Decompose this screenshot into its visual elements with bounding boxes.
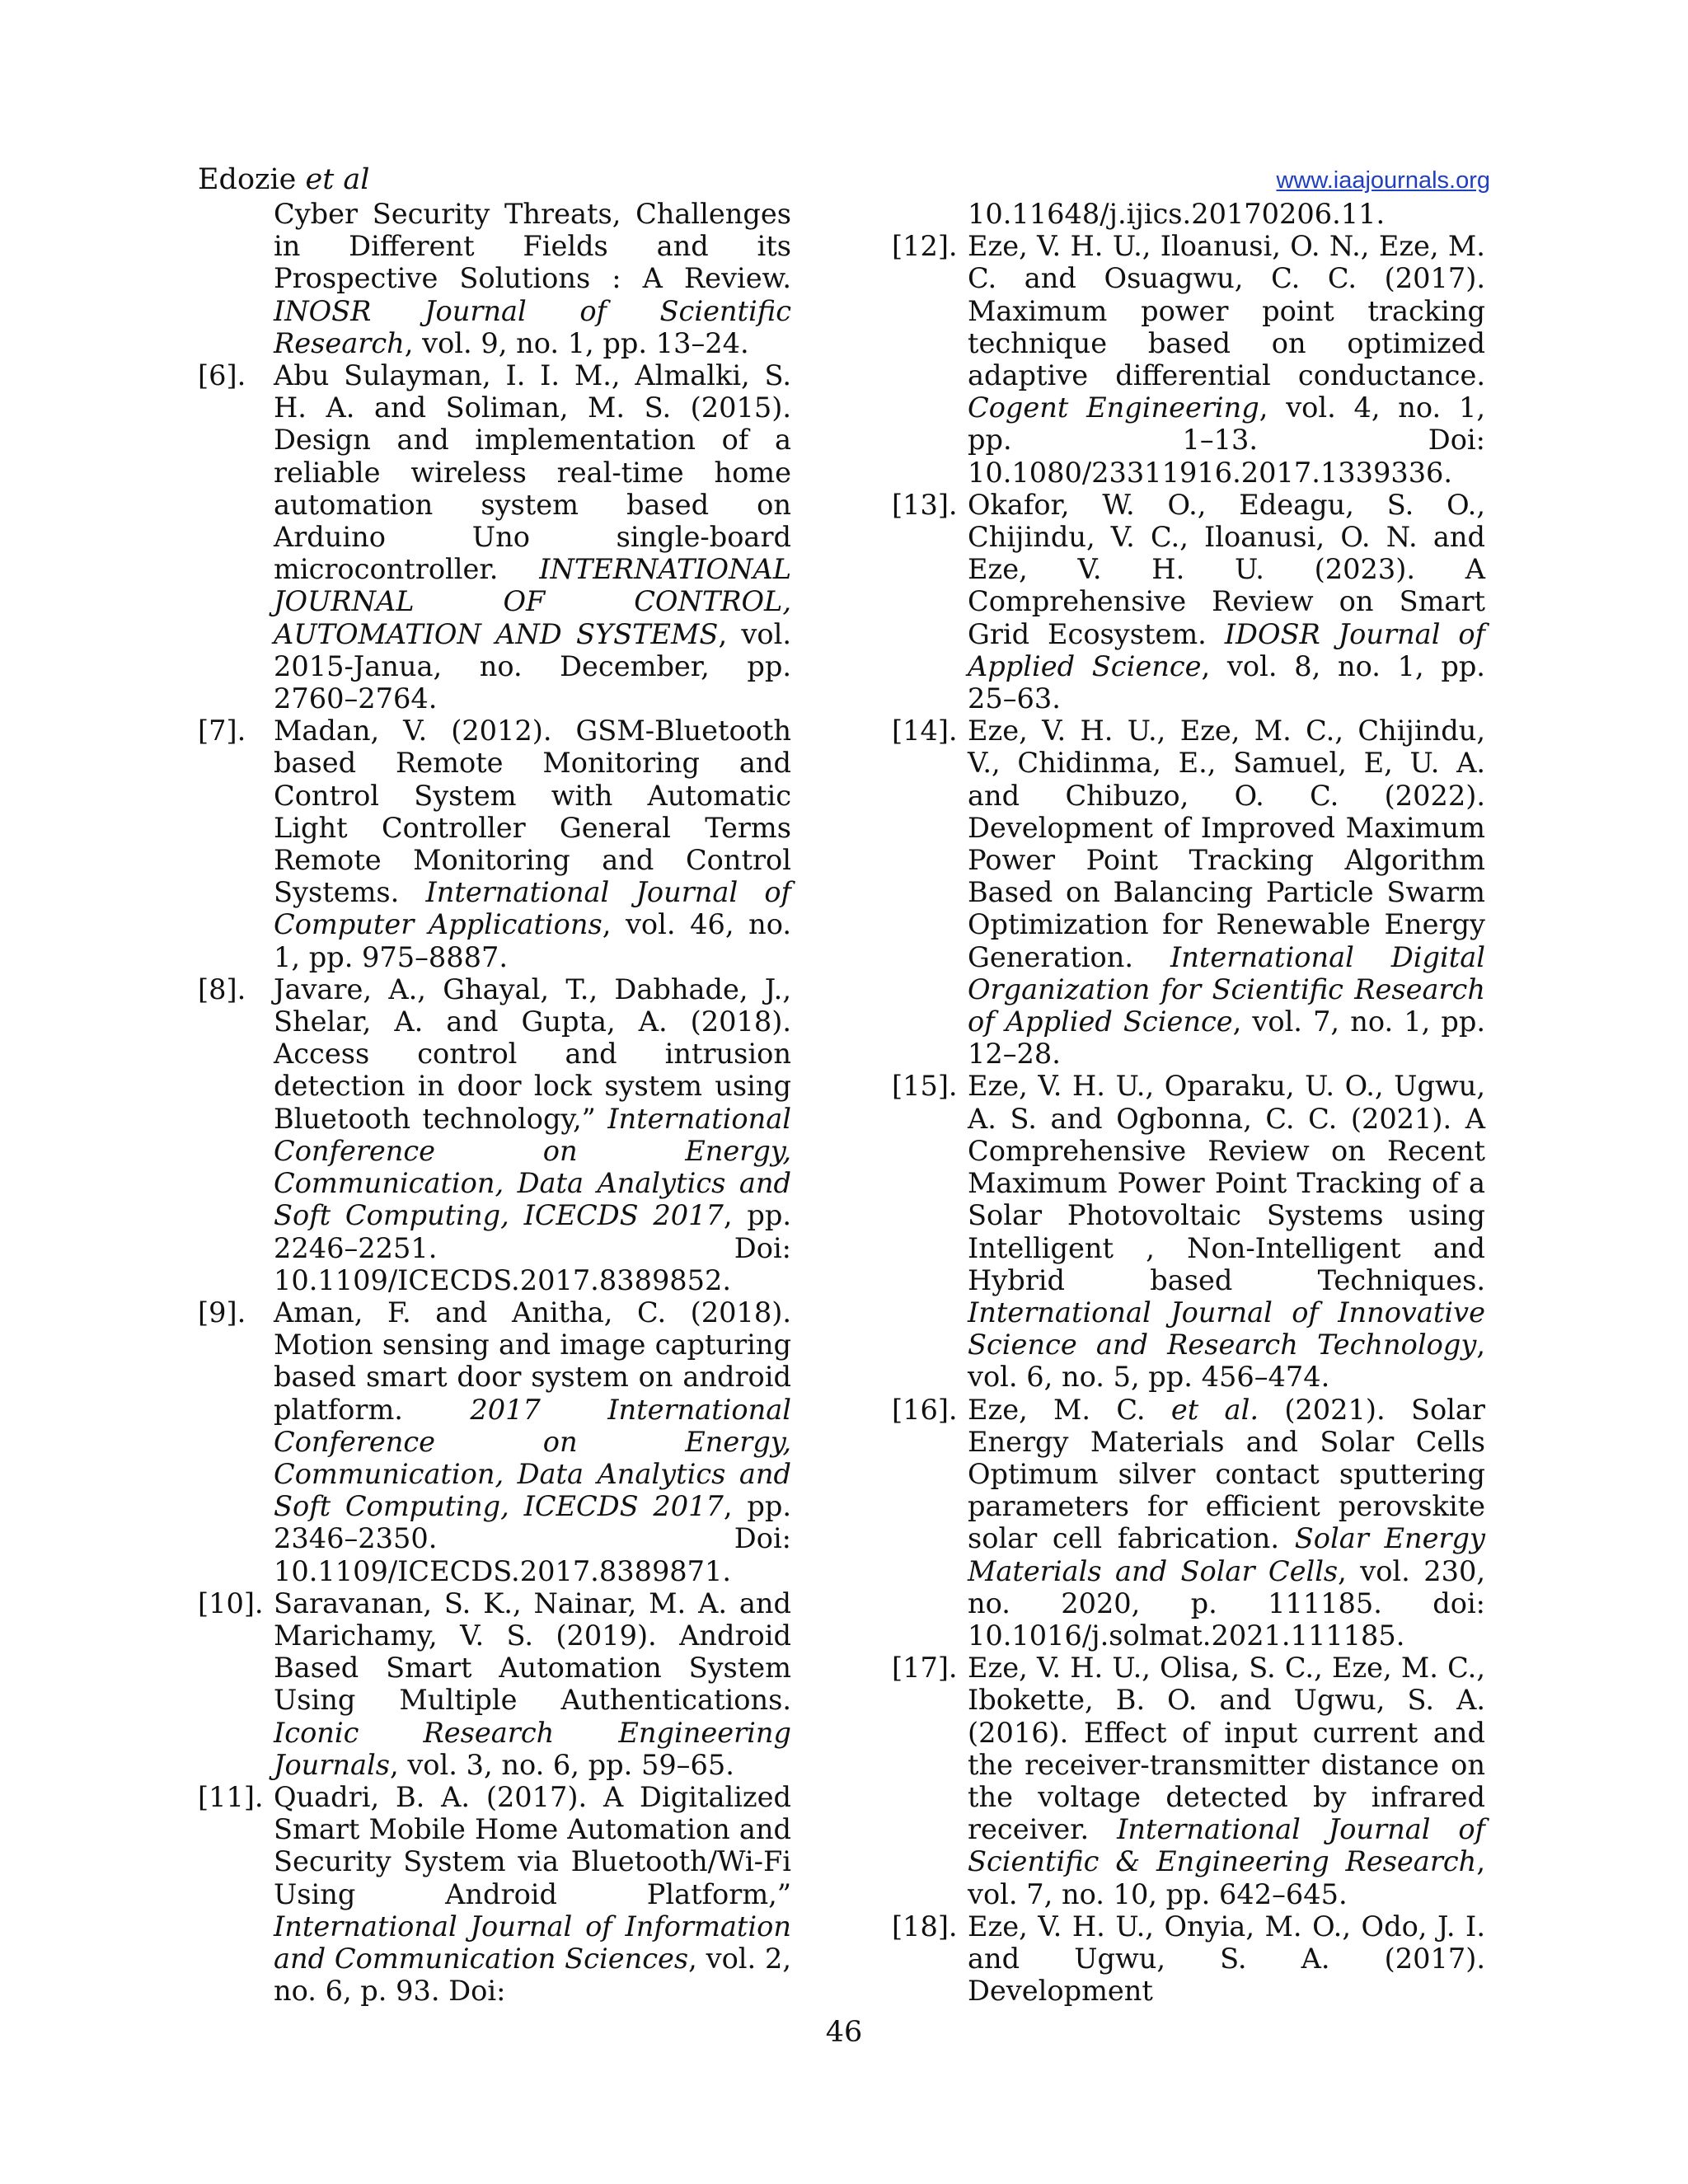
reference-6 [198,359,791,715]
reference-text: Eze, V. H. U., Onyia, M. O., Odo, J. I. and Ugwu, S. A. (2017). Development [968,1910,1485,2008]
reference-text: Javare, A., Ghayal, T., Dabhade, J., Shelar, A. and Gupta, A. (2018). Access control and intrusion detection in door lock system using Bluetooth technology,” International Conference on Energy, Communication, Data Analytics and Soft Computing, ICECDS 2017, pp. 2246–2251. Doi: 10.1109/ICECDS.2017.8389852. [274,972,791,1296]
reference-number: [9]. [198,1296,246,1329]
reference-12 [892,230,1485,489]
reference-text: Saravanan, S. K., Nainar, M. A. and Marichamy, V. S. (2019). Android Based Smart Automation System Using Multiple Authentications. Iconic Research Engineering Journals, vol. 3, no. 6, pp. 59–65. [274,1586,791,1781]
author-etal: et al [305,163,370,196]
reference-9 [198,1296,791,1587]
reference-continuation: Cyber Security Threats, Challenges in Different Fields and its Prospective Solutions : A Review. INOSR Journal of Scientific Research, vol. 9, no. 1, pp. 13–24. [274,198,791,359]
page-number: 46 [825,2016,863,2049]
reference-continuation: 10.11648/j.ijics.20170206.11. [968,198,1386,230]
author-name: Edozie [198,163,297,196]
reference-15 [892,1070,1485,1393]
running-header-author [198,163,369,196]
reference-text: Okafor, W. O., Edeagu, S. O., Chijindu, V. C., Iloanusi, O. N. and Eze, V. H. U. (2023). A Comprehensive Review on Smart Grid Ecosystem. IDOSR Journal of Applied Science, vol. 8, no. 1, pp. 25–63. [968,488,1485,715]
reference-number: [15]. [892,1070,958,1103]
reference-14 [892,715,1485,1070]
reference-text: Aman, F. and Anitha, C. (2018). Motion sensing and image capturing based smart door system on android platform. 2017 International Conference on Energy, Communication, Data Analytics and Soft Computing, ICECDS 2017, pp. 2346–2350. Doi: 10.1109/ICECDS.2017.8389871. [274,1296,791,1587]
reference-18 [892,1910,1485,2008]
reference-number: [14]. [892,715,958,748]
reference-text: Abu Sulayman, I. I. M., Almalki, S. H. A. and Soliman, M. S. (2015). Design and implementation of a reliable wireless real-time home automation system based on Arduino Uno single-board microcontroller. INTERNATIONAL JOURNAL OF CONTROL, AUTOMATION AND SYSTEMS, vol. 2015-Janua, no. December, pp. 2760–2764. [274,359,791,715]
reference-text: Eze, V. H. U., Oparaku, U. O., Ugwu, A. S. and Ogbonna, C. C. (2021). A Comprehensive Review on Recent Maximum Power Point Tracking of a Solar Photovoltaic Systems using Intelligent , Non-Intelligent and Hybrid based Techniques. International Journal of Innovative Science and Research Technology, vol. 6, no. 5, pp. 456–474. [968,1070,1485,1394]
reference-text: Eze, M. C. et al. (2021). Solar Energy Materials and Solar Cells Optimum silver contact sputtering parameters for efficient perovskite solar cell fabrication. Solar Energy Materials and Solar Cells, vol. 230, no. 2020, p. 111185. doi: 10.1016/j.solmat.2021.111185. [968,1393,1485,1652]
reference-13 [892,489,1485,715]
reference-number: [6]. [198,359,246,392]
reference-17 [892,1652,1485,1910]
reference-number: [7]. [198,715,246,748]
journal-url-link[interactable]: www.iaajournals.org [1276,167,1490,194]
reference-text: Quadri, B. A. (2017). A Digitalized Smart Mobile Home Automation and Security System via Bluetooth/Wi-Fi Using Android Platform,” International Journal of Information and Communication Sciences, vol. 2, no. 6, p. 93. Doi: [274,1780,792,2008]
reference-8 [198,973,791,1296]
reference-number: [13]. [892,488,958,521]
left-column [198,198,791,2007]
reference-number: [12]. [892,230,958,263]
reference-number: [10]. [198,1586,264,1619]
reference-10 [198,1587,791,1781]
reference-16 [892,1394,1485,1652]
reference-number: [17]. [892,1652,958,1685]
reference-text: Eze, V. H. U., Eze, M. C., Chijindu, V., Chidinma, E., Samuel, E, U. A. and Chibuzo, O. C. (2022). Development of Improved Maximum Power Point Tracking Algorithm Based on Balancing Particle Swarm Optimization for Renewable Energy Generation. International Digital Organization for Scientific Research of Applied Science, vol. 7, no. 1, pp. 12–28. [968,715,1485,1071]
reference-7 [198,715,791,973]
reference-text: Eze, V. H. U., Iloanusi, O. N., Eze, M. C. and Osuagwu, C. C. (2017). Maximum power point tracking technique based on optimized adaptive differential conductance. Cogent Engineering, vol. 4, no. 1, pp. 1–13. Doi: 10.1080/23311916.2017.1339336. [968,230,1485,489]
reference-number: [11]. [198,1780,264,1813]
reference-11 [198,1781,791,2007]
right-column [892,198,1485,2007]
reference-number: [16]. [892,1393,958,1426]
reference-text: Madan, V. (2012). GSM-Bluetooth based Remote Monitoring and Control System with Automatic Light Controller General Terms Remote Monitoring and Control Systems. International Journal of Computer Applications, vol. 46, no. 1, pp. 975–8887. [274,715,791,973]
reference-text: Eze, V. H. U., Olisa, S. C., Eze, M. C., Ibokette, B. O. and Ugwu, S. A. (2016). Effect of input current and the receiver-transmitter distance on the voltage detected by infrared receiver. International Journal of Scientific & Engineering Research, vol. 7, no. 10, pp. 642–645. [968,1652,1485,1910]
reference-number: [8]. [198,972,246,1005]
reference-number: [18]. [892,1910,958,1943]
